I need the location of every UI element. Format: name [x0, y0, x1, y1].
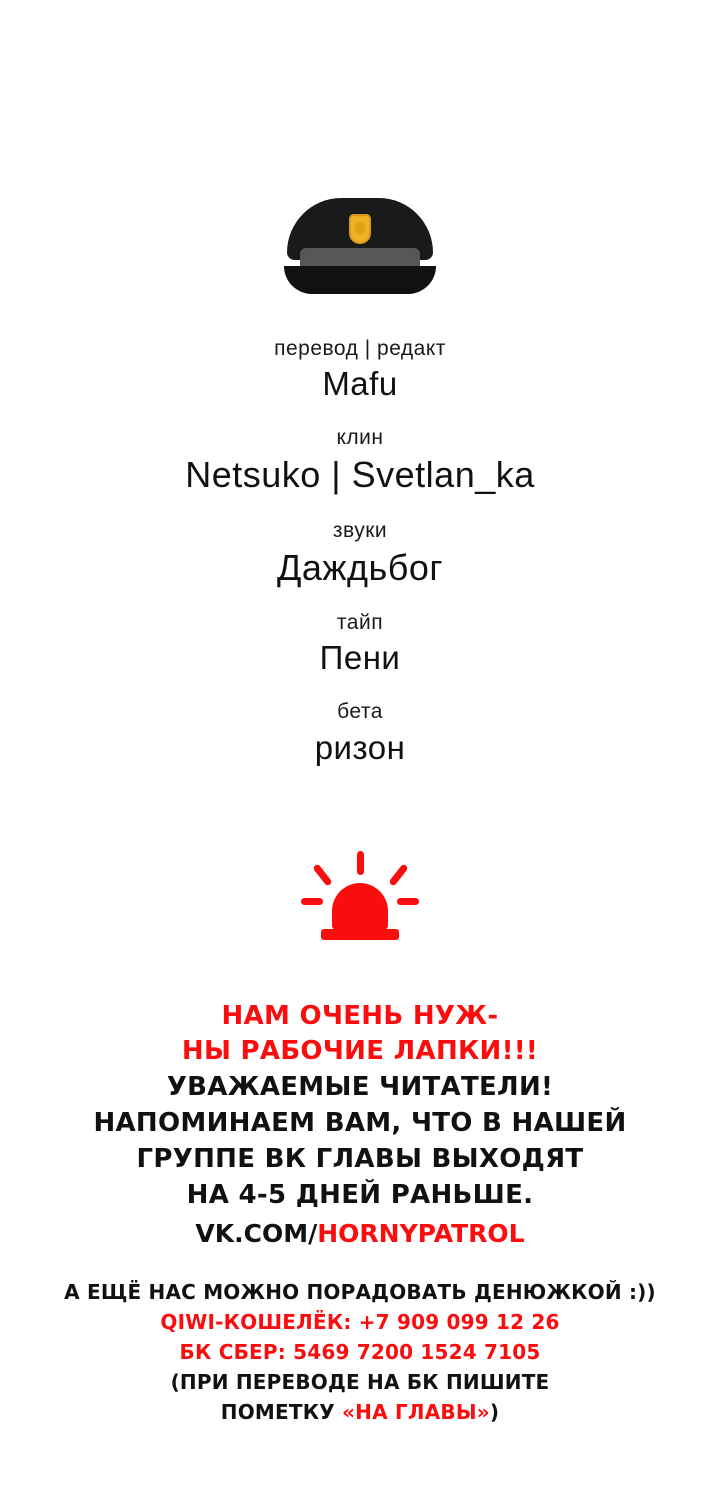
credit-name: Netsuko | Svetlan_ka	[185, 454, 535, 496]
credit-name: ризон	[314, 728, 406, 766]
credits-list	[0, 336, 720, 789]
donation-note-mark: «НА ГЛАВЫ»	[342, 1399, 490, 1424]
vk-link-handle: HORNYPATROL	[317, 1218, 525, 1248]
donation-note-line2	[0, 1397, 720, 1427]
credit-entry-sounds	[0, 518, 720, 589]
credit-entry-clean	[0, 425, 720, 496]
donation-note-line1: (ПРИ ПЕРЕВОДЕ НА БК ПИШИТЕ	[170, 1369, 550, 1394]
siren-ray	[397, 898, 419, 905]
credit-name: Даждьбог	[276, 546, 444, 588]
vk-link-prefix: VK.COM/	[195, 1218, 318, 1248]
announcement-line: НАПОМИНАЕМ ВАМ, ЧТО В НАШЕЙ	[93, 1108, 627, 1139]
siren-ray	[312, 863, 332, 886]
siren-ray	[301, 898, 323, 905]
police-cap-visor	[284, 266, 436, 294]
siren-ray	[357, 851, 364, 875]
credit-name: Mafu	[322, 365, 398, 403]
siren-light-icon	[295, 851, 425, 951]
siren-base	[321, 929, 399, 940]
announcement-line: НЫ РАБОЧИЕ ЛАПКИ!!!	[181, 1036, 539, 1067]
credit-entry-typeset	[0, 610, 720, 677]
siren-dome	[332, 883, 388, 931]
police-cap-badge	[349, 214, 371, 244]
credit-entry-beta	[0, 699, 720, 766]
donation-sber: БК СБЕР: 5469 7200 1524 7105	[179, 1339, 541, 1364]
credit-role: тайп	[336, 611, 384, 635]
credit-role: бета	[337, 700, 383, 724]
credit-role: перевод | редакт	[274, 337, 446, 360]
credit-entry-translation	[0, 336, 720, 403]
credit-role: клин	[336, 426, 384, 450]
announcement-block	[0, 999, 720, 1251]
siren-ray	[388, 863, 408, 886]
credit-role: звуки	[332, 518, 388, 542]
credit-name: Пени	[319, 639, 401, 677]
vk-link[interactable]	[0, 1216, 720, 1251]
donation-note-prefix: ПОМЕТКУ	[220, 1399, 343, 1424]
police-cap-icon	[280, 196, 440, 306]
announcement-line: НА 4-5 ДНЕЙ РАНЬШЕ.	[186, 1179, 534, 1210]
announcement-line: ГРУППЕ ВК ГЛАВЫ ВЫХОДЯТ	[136, 1144, 584, 1175]
donation-intro: А ЕЩЁ НАС МОЖНО ПОРАДОВАТЬ ДЕНЮЖКОЙ :))	[64, 1279, 656, 1304]
donation-qiwi: QIWI-КОШЕЛЁК: +7 909 099 12 26	[160, 1309, 560, 1334]
announcement-line: НАМ ОЧЕНЬ НУЖ-	[221, 1000, 499, 1031]
donation-block	[0, 1277, 720, 1427]
donation-note-suffix: )	[489, 1399, 500, 1424]
announcement-line: УВАЖАЕМЫЕ ЧИТАТЕЛИ!	[166, 1072, 554, 1103]
